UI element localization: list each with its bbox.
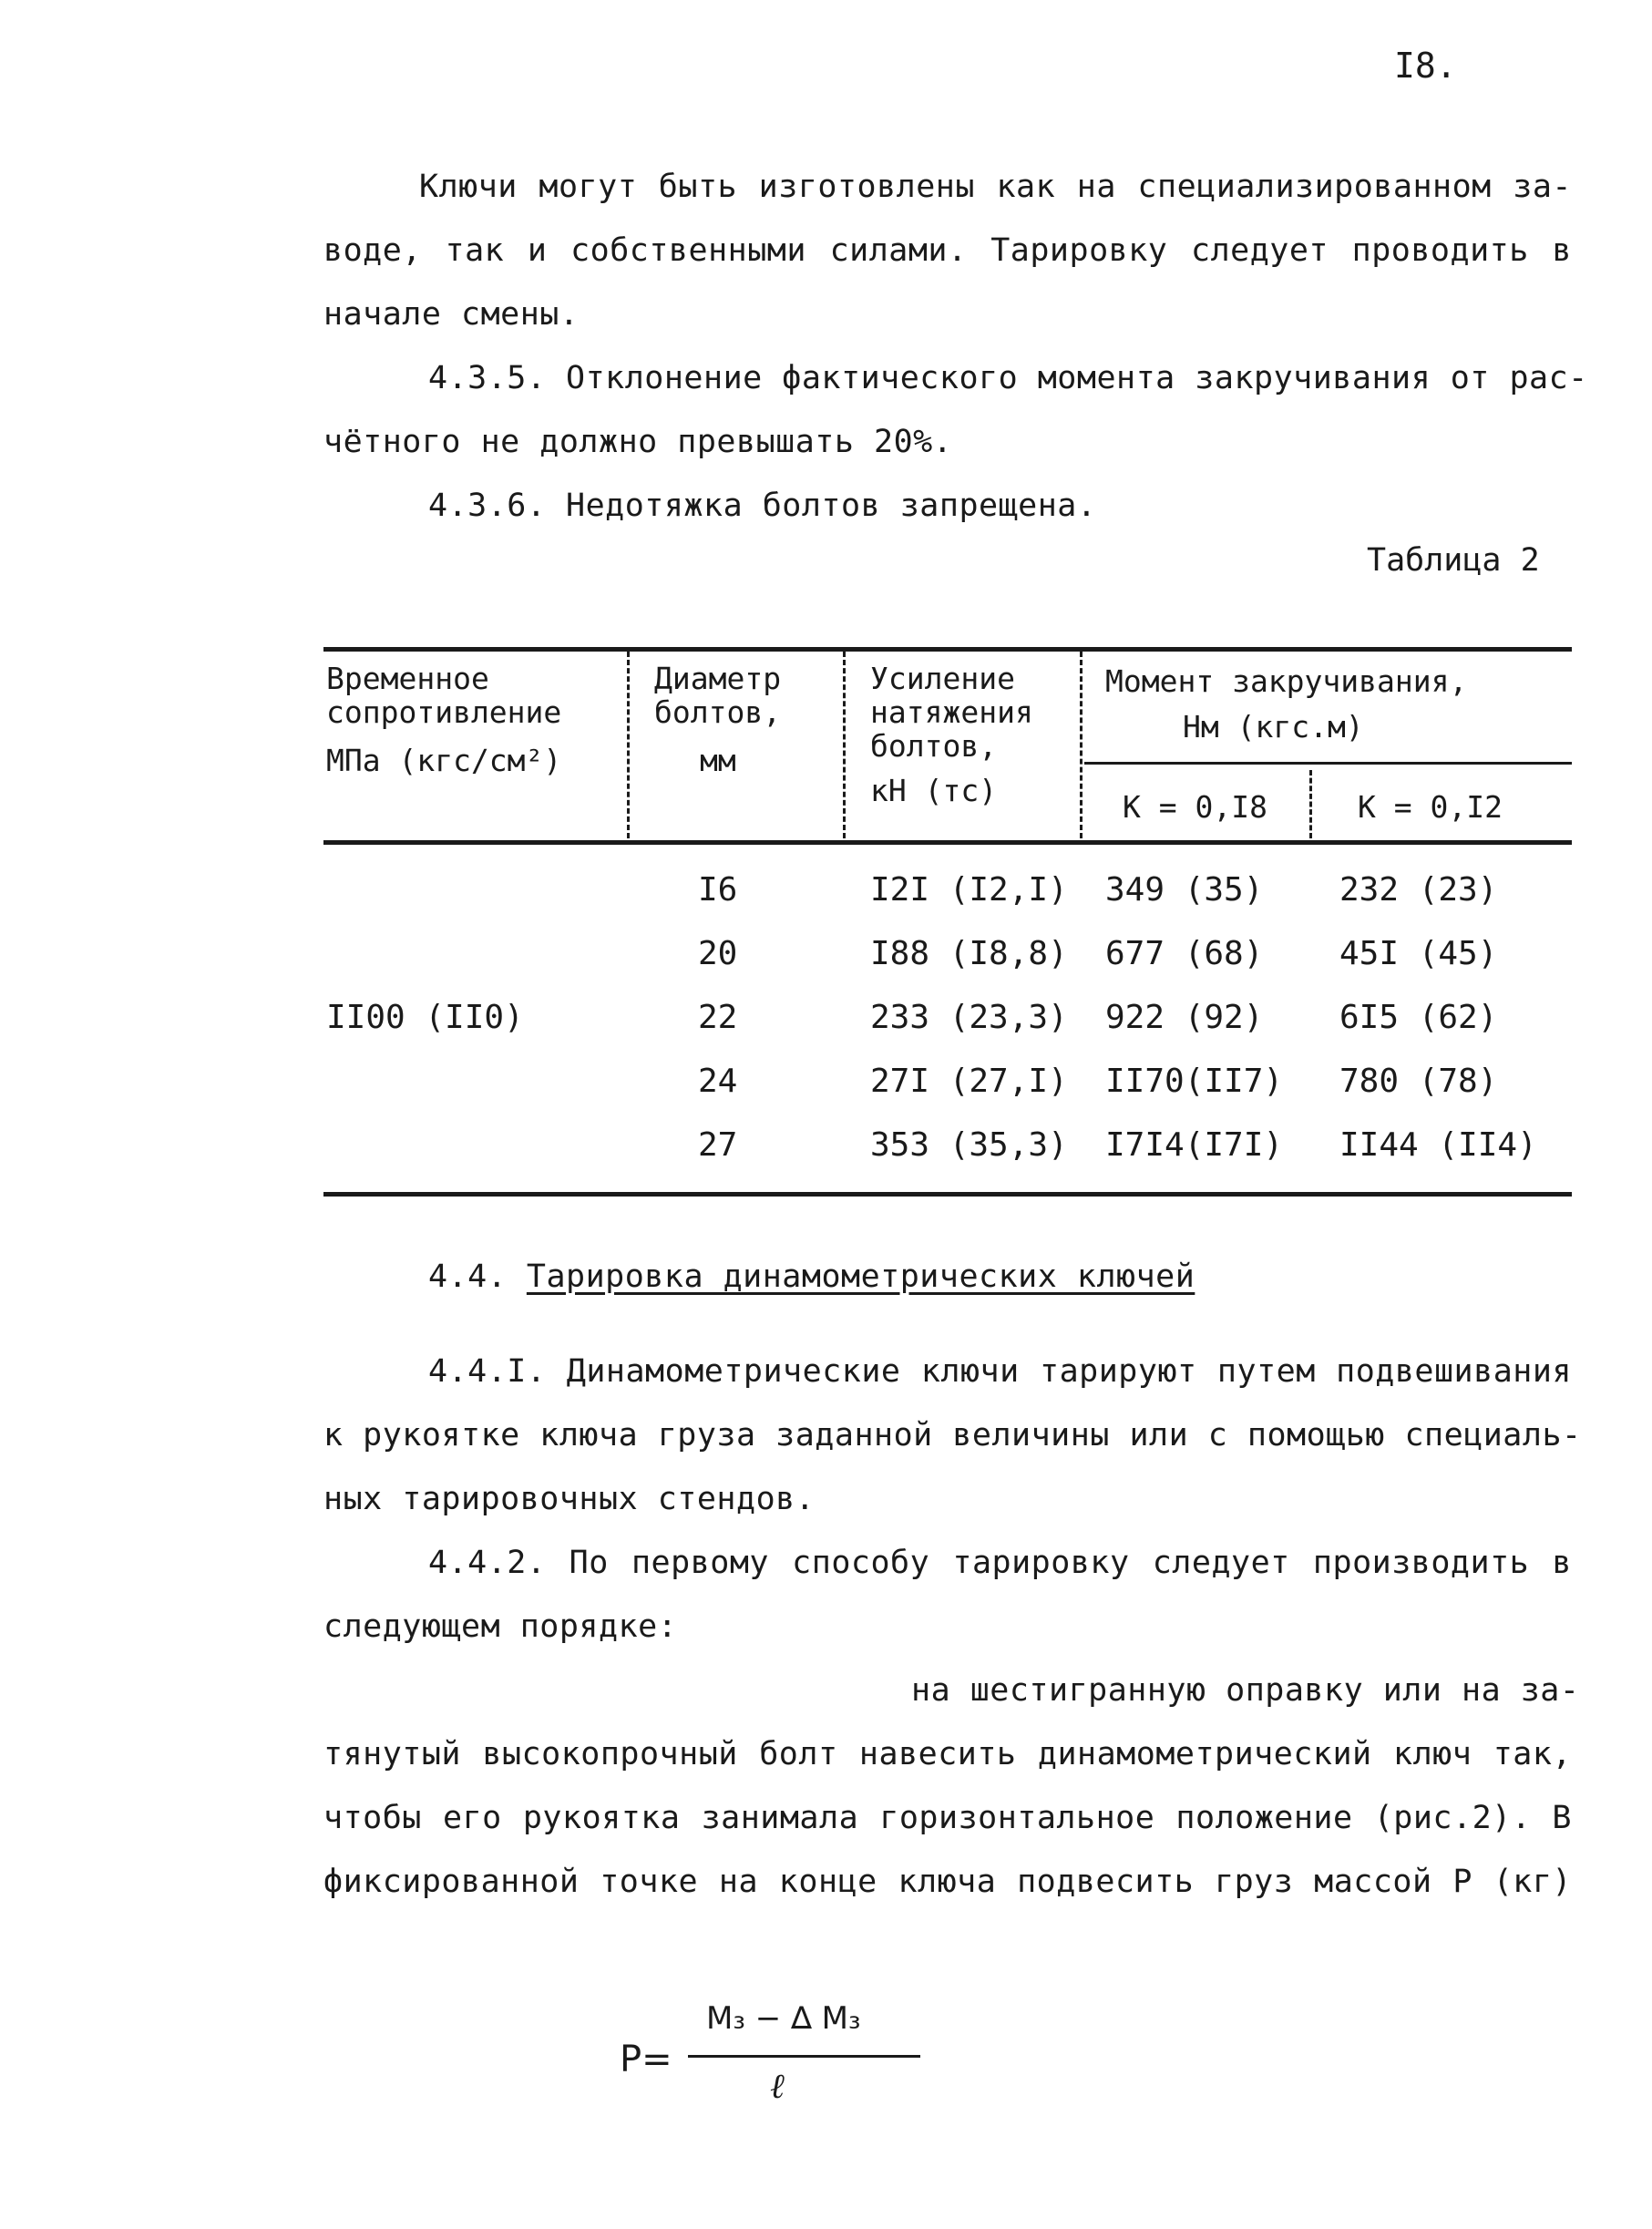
header-k018: К = 0,I8 — [1123, 789, 1267, 825]
cell-diameter: 22 — [698, 999, 738, 1036]
cell-moment-k018: I7I4(I7I) — [1105, 1126, 1284, 1164]
cell-diameter: 27 — [698, 1126, 738, 1164]
column-separator — [1080, 652, 1083, 838]
table-header-rule — [323, 840, 1572, 845]
header-diameter-line: Диаметр — [654, 661, 782, 696]
header-diameter-line: болтов, — [654, 694, 782, 730]
header-diameter-line: мм — [700, 743, 736, 778]
header-strength-line: Временное — [326, 661, 489, 696]
cell-moment-k012: 232 (23) — [1339, 871, 1498, 909]
table-subheader-rule — [1084, 762, 1572, 765]
section-number: 4.4. — [428, 1258, 508, 1295]
header-k012: К = 0,I2 — [1358, 789, 1503, 825]
cell-moment-k012: 45I (45) — [1339, 935, 1498, 972]
strength-value: II00 (II0) — [326, 999, 524, 1036]
formula-numerator: M₃ − ∆ M₃ — [706, 2000, 861, 2037]
paragraph-line: следующем порядке: — [323, 1608, 678, 1645]
header-moment-title: Момент закручивания, — [1105, 663, 1468, 699]
paragraph-line: фиксированной точке на конце ключа подвесить груз массой Р (кг) — [323, 1864, 1572, 1900]
paragraph-line: 4.4.2. По первому способу тарировку следует производить в — [428, 1545, 1572, 1581]
cell-moment-k018: 677 (68) — [1105, 935, 1264, 972]
cell-diameter: I6 — [698, 871, 738, 909]
paragraph-line: начале смены. — [323, 296, 580, 333]
page-number: I8. — [1394, 46, 1457, 86]
cell-diameter: 20 — [698, 935, 738, 972]
header-force-line: кН (тс) — [870, 773, 998, 808]
header-force-line: болтов, — [870, 728, 998, 764]
table-caption: Таблица 2 — [1367, 542, 1540, 579]
cell-force: 233 (23,3) — [870, 999, 1068, 1036]
column-separator — [1309, 770, 1312, 838]
paragraph-line: чтобы его рукоятка занимала горизонтальное положение (рис.2). В — [323, 1800, 1572, 1836]
fraction-bar — [688, 2055, 920, 2058]
header-strength-line: сопротивление — [326, 694, 562, 730]
formula-lhs: P= — [620, 2039, 672, 2080]
paragraph-line: воде, так и собственными силами. Тарировку следует проводить в — [323, 232, 1572, 269]
paragraph-line: к рукоятке ключа груза заданной величины или с помощью специаль- — [323, 1417, 1582, 1453]
cell-moment-k012: II44 (II4) — [1339, 1126, 1537, 1164]
paragraph-line: ных тарировочных стендов. — [323, 1481, 816, 1517]
column-separator — [627, 652, 630, 838]
cell-moment-k012: 6I5 (62) — [1339, 999, 1498, 1036]
formula-denominator: ℓ — [770, 2066, 785, 2106]
column-separator — [843, 652, 846, 838]
paragraph-line: 4.3.5. Отклонение фактического момента закручивания от рас- — [428, 360, 1588, 396]
cell-force: I88 (I8,8) — [870, 935, 1068, 972]
section-title: Тарировка динамометрических ключей — [526, 1258, 1195, 1295]
header-strength-line: МПа (кгс/см²) — [326, 743, 562, 778]
paragraph-line: тянутый высокопрочный болт навесить динамометрический ключ так, — [323, 1736, 1572, 1772]
table-top-rule — [323, 647, 1572, 652]
cell-moment-k018: II70(II7) — [1105, 1063, 1284, 1100]
cell-diameter: 24 — [698, 1063, 738, 1100]
paragraph-line: чётного не должно превышать 20%. — [323, 424, 953, 460]
table-bottom-rule — [323, 1192, 1572, 1197]
formula — [620, 2000, 920, 2119]
paragraph-line: на шестигранную оправку или на за- — [911, 1672, 1580, 1709]
paragraph-line: Ключи могут быть изготовлены как на специализированном за- — [419, 169, 1572, 205]
header-force-line: натяжения — [870, 694, 1033, 730]
cell-moment-k018: 922 (92) — [1105, 999, 1264, 1036]
paragraph-line: 4.4.I. Динамометрические ключи тарируют путем подвешивания — [428, 1353, 1572, 1390]
cell-force: 353 (35,3) — [870, 1126, 1068, 1164]
section-heading — [428, 1245, 1195, 1309]
header-force-line: Усиление — [870, 661, 1015, 696]
cell-moment-k018: 349 (35) — [1105, 871, 1264, 909]
cell-force: 27I (27,I) — [870, 1063, 1068, 1100]
paragraph-line: 4.3.6. Недотяжка болтов запрещена. — [428, 488, 1097, 524]
cell-force: I2I (I2,I) — [870, 871, 1068, 909]
header-moment-unit: Нм (кгс.м) — [1183, 709, 1364, 745]
cell-moment-k012: 780 (78) — [1339, 1063, 1498, 1100]
